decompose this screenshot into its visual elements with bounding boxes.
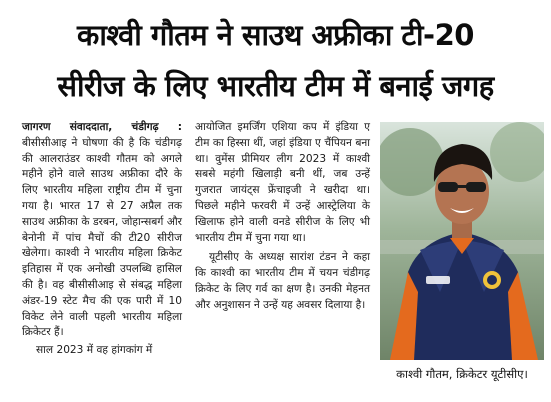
article-paragraph-1 (22, 120, 182, 341)
dateline: जागरण संवाददाता, चंडीगढ़ : (22, 121, 182, 133)
headline-line-1: काश्वी गौतम ने साउथ अफ्रीका टी-20 (77, 18, 474, 52)
article-column-2 (195, 120, 370, 314)
article-paragraph-3: आयोजित इमर्जिंग एशिया कप में इंडिया ए टीम का हिस्सा थीं, जहां इंडिया ए चैंपियन बना था। वुमेंस प्रीमियर लीग 2023 में काश्वी सबसे महंगी खिलाड़ी बनी थीं, जब उन्हें गुजरात जायंट्स फ्रेंचाइजी ने खरीदा था। पिछले महीने फरवरी में उन्हें आस्ट्रेलिया के खिलाफ होने वाली वनडे सीरीज के लिए भी भारतीय टीम में चुना गया था। (195, 121, 370, 244)
player-photo-illustration (380, 122, 544, 360)
headline (0, 0, 551, 116)
article-text-1: बीसीसीआइ ने घोषणा की है कि चंडीगढ़ की आलराउंडर काश्वी गौतम को अगले महीने होने वाले साउथ अफ्रीका दौरे के लिए भारतीय महिला राष्ट्रीय टीम में चुना गया है। भारत 17 से 27 अप्रैल तक साउथ अफ्रीका के डरबन, जोहान्सबर्ग और बेनोनी में पांच मैचों की टी20 सीरीज खेलेगा। काश्वी ने भारतीय महिला क्रिकेट इतिहास में एक अनोखी उपलब्धि हासिल की है। वह बीसीसीआइ से संबद्ध महिला अंडर-19 स्टेट मैच की एक पारी में 10 विकेट लेने वाली पहली भारतीय महिला क्रिकेटर हैं। (22, 136, 182, 339)
player-photo (380, 122, 544, 360)
article-paragraph-4: यूटीसीए के अध्यक्ष सारांश टंडन ने कहा कि काश्वी का भारतीय टीम में चयन चंडीगढ़ क्रिकेट के लिए गर्व का क्षण है। उनकी मेहनत और अनुशासन ने उन्हें यह अवसर दिलाया है। (195, 251, 370, 311)
headline-line-2: सीरीज के लिए भारतीय टीम में बनाई जगह (57, 69, 494, 103)
article-column-1 (22, 120, 182, 359)
photo-caption: काश्वी गौतम, क्रिकेटर यूटीसीए। (396, 367, 528, 381)
article-paragraph-2: साल 2023 में वह हांगकांग में (36, 344, 153, 357)
